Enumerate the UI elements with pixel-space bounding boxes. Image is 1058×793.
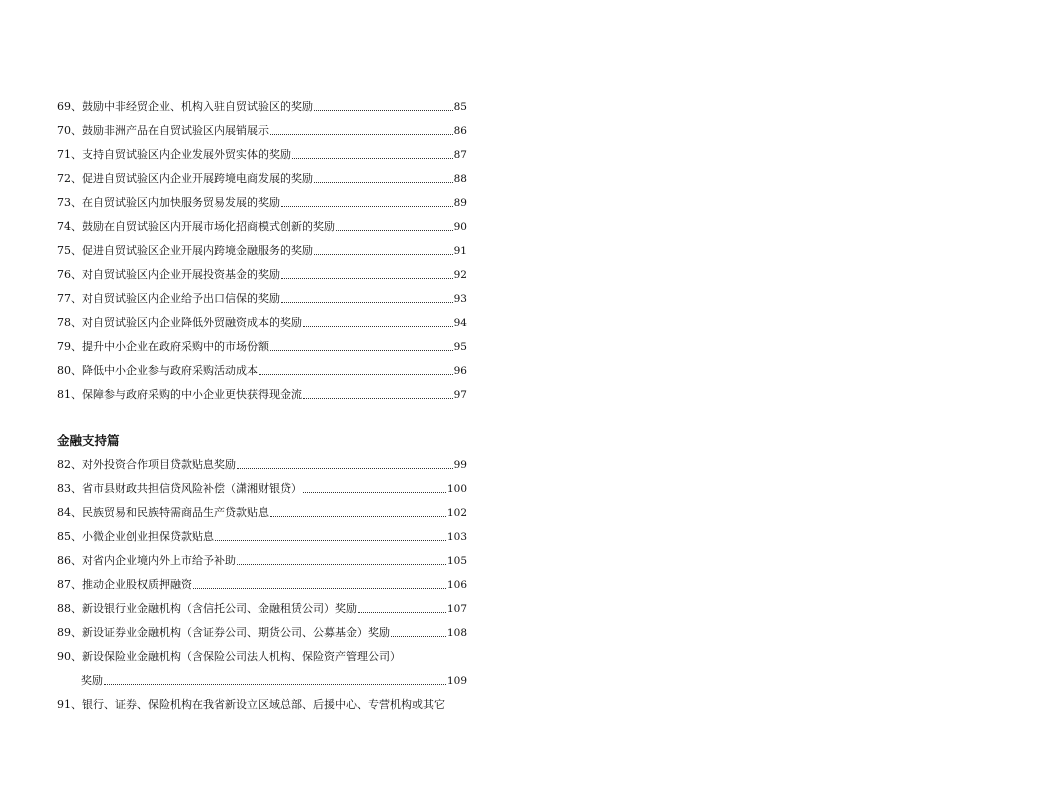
toc-entry[interactable]: [57, 453, 467, 477]
toc-entry[interactable]: [57, 167, 467, 191]
dot-leader: [303, 397, 453, 399]
toc-entry[interactable]: [57, 263, 467, 287]
dot-leader: [259, 373, 453, 375]
toc-entry-page: 107: [446, 603, 467, 615]
toc-entry-page: 86: [453, 125, 467, 137]
toc-entry-page: 93: [453, 293, 467, 305]
toc-entry-label: 88、新设银行业金融机构（含信托公司、金融租赁公司）奖励: [57, 602, 357, 615]
toc-entry-page: 99: [453, 459, 467, 471]
toc-entry-page: 106: [446, 579, 467, 591]
dot-leader: [237, 563, 446, 565]
toc-entry-page: 85: [453, 101, 467, 113]
toc-entry-page: 91: [453, 245, 467, 257]
toc-entry[interactable]: [57, 335, 467, 359]
toc-entry[interactable]: [57, 549, 467, 573]
dot-leader: [314, 109, 453, 111]
toc-entry[interactable]: [57, 525, 467, 549]
toc-entry-page: 97: [453, 389, 467, 401]
toc-entry[interactable]: [57, 597, 467, 621]
toc-entry-label: 82、对外投资合作项目贷款贴息奖励: [57, 458, 236, 471]
dot-leader: [104, 683, 446, 685]
toc-entry-label: 74、鼓励在自贸试验区内开展市场化招商模式创新的奖励: [57, 220, 335, 233]
dot-leader: [237, 467, 453, 469]
dot-leader: [215, 539, 446, 541]
dot-leader: [292, 157, 453, 159]
toc-entry-page: 87: [453, 149, 467, 161]
toc-entry-label: 79、提升中小企业在政府采购中的市场份额: [57, 340, 269, 353]
toc-entry-label: 85、小微企业创业担保贷款贴息: [57, 530, 214, 543]
toc-entry-label: 奖励: [81, 674, 103, 687]
toc-entry-page: 94: [453, 317, 467, 329]
dot-leader: [270, 349, 453, 351]
toc-entry-label: 87、推动企业股权质押融资: [57, 578, 192, 591]
toc-entry-page: 90: [453, 221, 467, 233]
toc-entry[interactable]: [57, 501, 467, 525]
toc-entry-label: 71、支持自贸试验区内企业发展外贸实体的奖励: [57, 148, 291, 161]
toc-entry-90-line1[interactable]: [57, 645, 467, 669]
toc-entry[interactable]: [57, 239, 467, 263]
toc-entry[interactable]: [57, 477, 467, 501]
dot-leader: [270, 515, 446, 517]
toc-entry-page: 103: [446, 531, 467, 543]
toc-entry-label: 73、在自贸试验区内加快服务贸易发展的奖励: [57, 196, 280, 209]
toc-entry[interactable]: [57, 383, 467, 407]
toc-entry-page: 109: [446, 675, 467, 687]
toc-entry-page: 100: [446, 483, 467, 495]
toc-entry[interactable]: [57, 287, 467, 311]
dot-leader: [193, 587, 446, 589]
table-of-contents: [57, 95, 467, 717]
toc-entry[interactable]: [57, 119, 467, 143]
toc-group-2: [57, 453, 467, 645]
toc-entry[interactable]: [57, 311, 467, 335]
dot-leader: [358, 611, 446, 613]
toc-entry[interactable]: [57, 359, 467, 383]
toc-entry-page: 108: [446, 627, 467, 639]
toc-entry-label: 89、新设证券业金融机构（含证券公司、期货公司、公募基金）奖励: [57, 626, 390, 639]
toc-entry-page: 89: [453, 197, 467, 209]
dot-leader: [281, 277, 453, 279]
dot-leader: [303, 325, 453, 327]
toc-entry-page: 102: [446, 507, 467, 519]
toc-entry[interactable]: [57, 215, 467, 239]
toc-entry-label: 86、对省内企业境内外上市给予补助: [57, 554, 236, 567]
toc-entry-label: 81、保障参与政府采购的中小企业更快获得现金流: [57, 388, 302, 401]
toc-entry-label: 70、鼓励非洲产品在自贸试验区内展销展示: [57, 124, 269, 137]
toc-entry[interactable]: [57, 95, 467, 119]
toc-entry-90-line2[interactable]: [57, 669, 467, 693]
dot-leader: [336, 229, 453, 231]
toc-entry-label: 72、促进自贸试验区内企业开展跨境电商发展的奖励: [57, 172, 313, 185]
dot-leader: [314, 181, 453, 183]
toc-entry-label: 83、省市县财政共担信贷风险补偿（潇湘财银贷）: [57, 482, 302, 495]
toc-entry-label: 78、对自贸试验区内企业降低外贸融资成本的奖励: [57, 316, 302, 329]
section-gap: [57, 407, 467, 429]
toc-entry-label: 91、银行、证券、保险机构在我省新设立区域总部、后援中心、专营机构或其它: [57, 698, 445, 711]
dot-leader: [270, 133, 453, 135]
dot-leader: [281, 205, 453, 207]
dot-leader: [314, 253, 453, 255]
dot-leader: [281, 301, 453, 303]
toc-entry-label: 80、降低中小企业参与政府采购活动成本: [57, 364, 258, 377]
toc-entry-page: 88: [453, 173, 467, 185]
toc-entry-label: 75、促进自贸试验区企业开展内跨境金融服务的奖励: [57, 244, 313, 257]
toc-entry[interactable]: [57, 191, 467, 215]
toc-group-1: [57, 95, 467, 407]
toc-entry-page: 92: [453, 269, 467, 281]
dot-leader: [303, 491, 446, 493]
toc-entry-label: 76、对自贸试验区内企业开展投资基金的奖励: [57, 268, 280, 281]
toc-entry[interactable]: [57, 573, 467, 597]
toc-entry-page: 105: [446, 555, 467, 567]
section-title: 金融支持篇: [57, 433, 120, 448]
toc-entry-label: 69、鼓励中非经贸企业、机构入驻自贸试验区的奖励: [57, 100, 313, 113]
toc-entry-91[interactable]: [57, 693, 467, 717]
toc-entry-page: 96: [453, 365, 467, 377]
toc-entry[interactable]: [57, 143, 467, 167]
toc-entry-label: 90、新设保险业金融机构（含保险公司法人机构、保险资产管理公司）: [57, 650, 401, 663]
toc-entry-label: 77、对自贸试验区内企业给予出口信保的奖励: [57, 292, 280, 305]
dot-leader: [391, 635, 446, 637]
toc-entry-label: 84、民族贸易和民族特需商品生产贷款贴息: [57, 506, 269, 519]
toc-entry[interactable]: [57, 621, 467, 645]
toc-entry-page: 95: [453, 341, 467, 353]
